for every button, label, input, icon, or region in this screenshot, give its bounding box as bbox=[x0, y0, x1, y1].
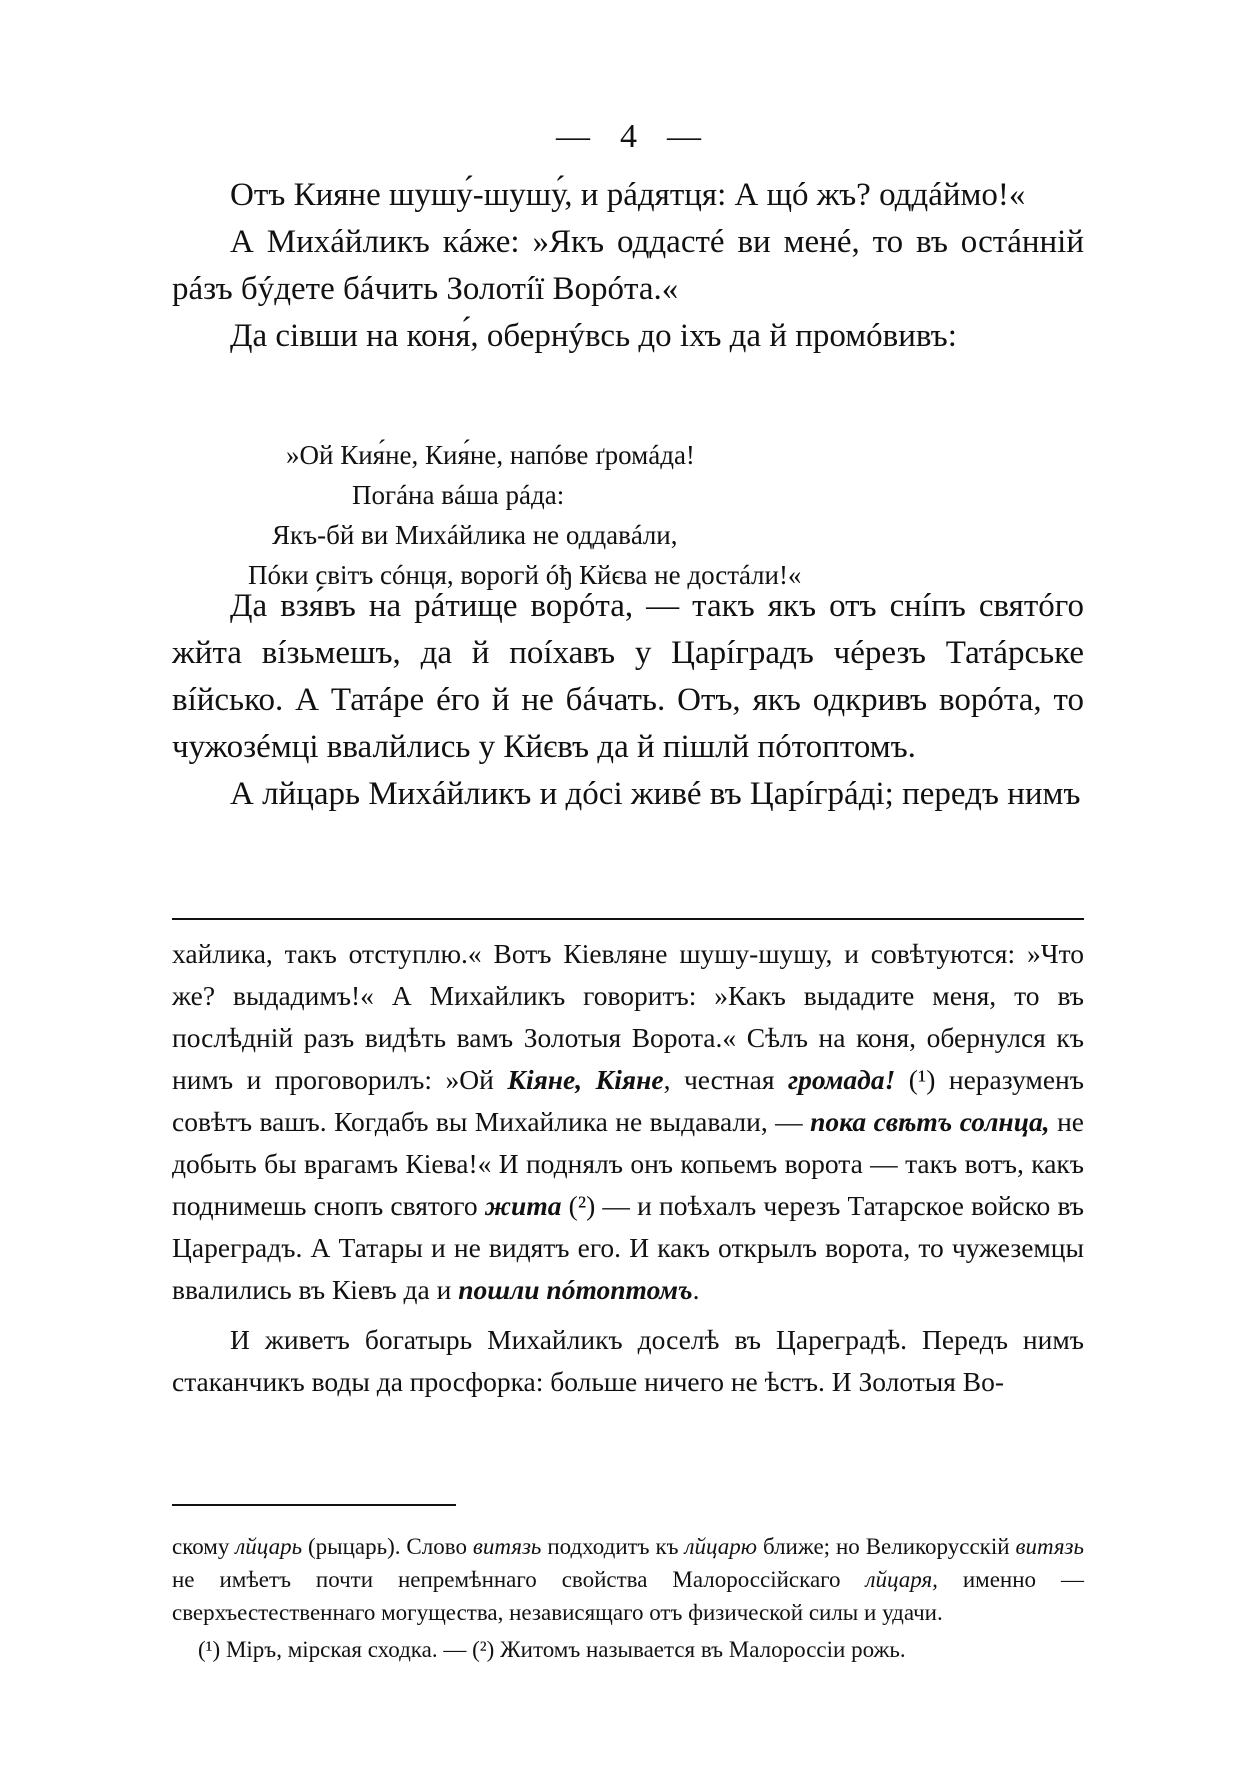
poem-line: »Ой Кия́не, Кия́не, напóве ґромáда! bbox=[286, 440, 695, 470]
text-run: (рыцарь). Слово bbox=[302, 1534, 473, 1559]
paragraph bbox=[172, 933, 1084, 1311]
footnote-continuation bbox=[172, 1530, 1084, 1629]
paragraph: А лйцарь Михáйликъ и дóсі живé въ Царíгрáді; передъ нимъ bbox=[230, 776, 1081, 812]
poem-line: Пóки світъ сóнця, ворогй óђ Кйєва не достáли!« bbox=[248, 560, 802, 590]
text-run: не имѣетъ почти непремѣннаго свойства Малороссійскаго bbox=[172, 1567, 866, 1592]
italic-run: жита bbox=[484, 1190, 562, 1221]
text-run: (¹) неразуменъ совѣтъ вашъ. Когдабъ вы Михайлика не выдавали, — bbox=[172, 1064, 1084, 1137]
italic-run: лйцарю bbox=[684, 1534, 758, 1559]
dash: — bbox=[556, 118, 592, 155]
paragraph: Да сівши на коня́, обернýвсь до іхъ да й промóвивъ: bbox=[230, 318, 957, 354]
text-run: (²) — и поѣхалъ черезъ Татарское войско въ Цареградъ. А Татары и не видятъ его. И какъ открылъ ворота, то чужеземцы ввалились въ Кіевъ да и bbox=[172, 1190, 1084, 1305]
italic-run: пошли пóтоптомъ bbox=[458, 1274, 693, 1305]
main-text-top bbox=[172, 172, 1084, 360]
italic-run: пока свѣтъ солнца, bbox=[810, 1106, 1050, 1137]
italic-run: Кіяне, Кіяне bbox=[507, 1064, 664, 1095]
divider-rule bbox=[172, 918, 1084, 920]
text-run: хайлика, такъ отступлю.« Вотъ Кіевляне шушу-шушу, и совѣтуются: »Что же? выдадимъ!« А Михайликъ говоритъ: »Какъ выдадите меня, то въ послѣдній разъ видѣть вамъ Золотыя Ворота.« Сѣлъ на коня, обернулся къ нимъ и проговорилъ: »Ой bbox=[172, 938, 1084, 1095]
main-text-bottom bbox=[172, 583, 1084, 818]
text-run: скому bbox=[172, 1534, 236, 1559]
italic-run: лйцаря, bbox=[865, 1567, 938, 1592]
text-run: именно — сверхъестественнаго могущества, независящаго отъ физической силы и удачи. bbox=[172, 1567, 1084, 1625]
text-run: ближе; но Великорусскій bbox=[757, 1534, 1016, 1559]
footnotes bbox=[172, 1530, 1084, 1666]
paragraph: Отъ Кияне шушу́-шушу́, и рáдятця: А щó жъ? оддáймо!« bbox=[230, 177, 1026, 213]
italic-run: витязь bbox=[1015, 1534, 1084, 1559]
text-run: , честная bbox=[663, 1064, 788, 1095]
text-run: подходитъ къ bbox=[541, 1534, 685, 1559]
text-run: не добыть бы врагамъ Кіева!« И поднялъ онъ копьемъ ворота — такъ вотъ, какъ поднимешь снопъ святого bbox=[172, 1106, 1084, 1221]
footnote: (¹) Міръ, мірская сходка. — (²) Житомъ называется въ Малороссіи рожь. bbox=[198, 1637, 906, 1662]
poem-line: Якъ-бй ви Михáйлика не оддавáли, bbox=[272, 520, 678, 550]
italic-run: витязь bbox=[472, 1534, 542, 1559]
paragraph: А Михáйликъ кáже: »Якъ оддастé ви менé, то въ остáнній рáзъ бýдете бáчить Золотíї Ворóта.« bbox=[172, 224, 1084, 307]
poem-line: Погáна вáша рáда: bbox=[352, 480, 565, 510]
page-number-value: 4 bbox=[620, 118, 639, 155]
paragraph: Да взя́въ на рáтище ворóта, — такъ якъ отъ снíпъ святóго жйта вíзьмешъ, да й поíхавъ у Царíградъ чéрезъ Татáрське вíйсько. А Татáре éго й не бáчать. Отъ, якъ одкривъ ворóта, то чужозéмці ввалйлись у Кйєвъ да й пішлй пóтоптомъ. bbox=[172, 588, 1084, 765]
text-run: . bbox=[692, 1274, 700, 1305]
paragraph: И живетъ богатырь Михайликъ доселѣ въ Цареградѣ. Передъ нимъ стаканчикъ воды да просфорка: больше ничего не ѣстъ. И Золотыя Во- bbox=[172, 1324, 1084, 1397]
dash: — bbox=[667, 118, 703, 155]
page-number bbox=[0, 118, 1259, 156]
russian-translation bbox=[172, 933, 1084, 1403]
italic-run: лйцарь bbox=[235, 1534, 303, 1559]
footnote-rule bbox=[172, 1504, 456, 1506]
italic-run: громада! bbox=[787, 1064, 896, 1095]
